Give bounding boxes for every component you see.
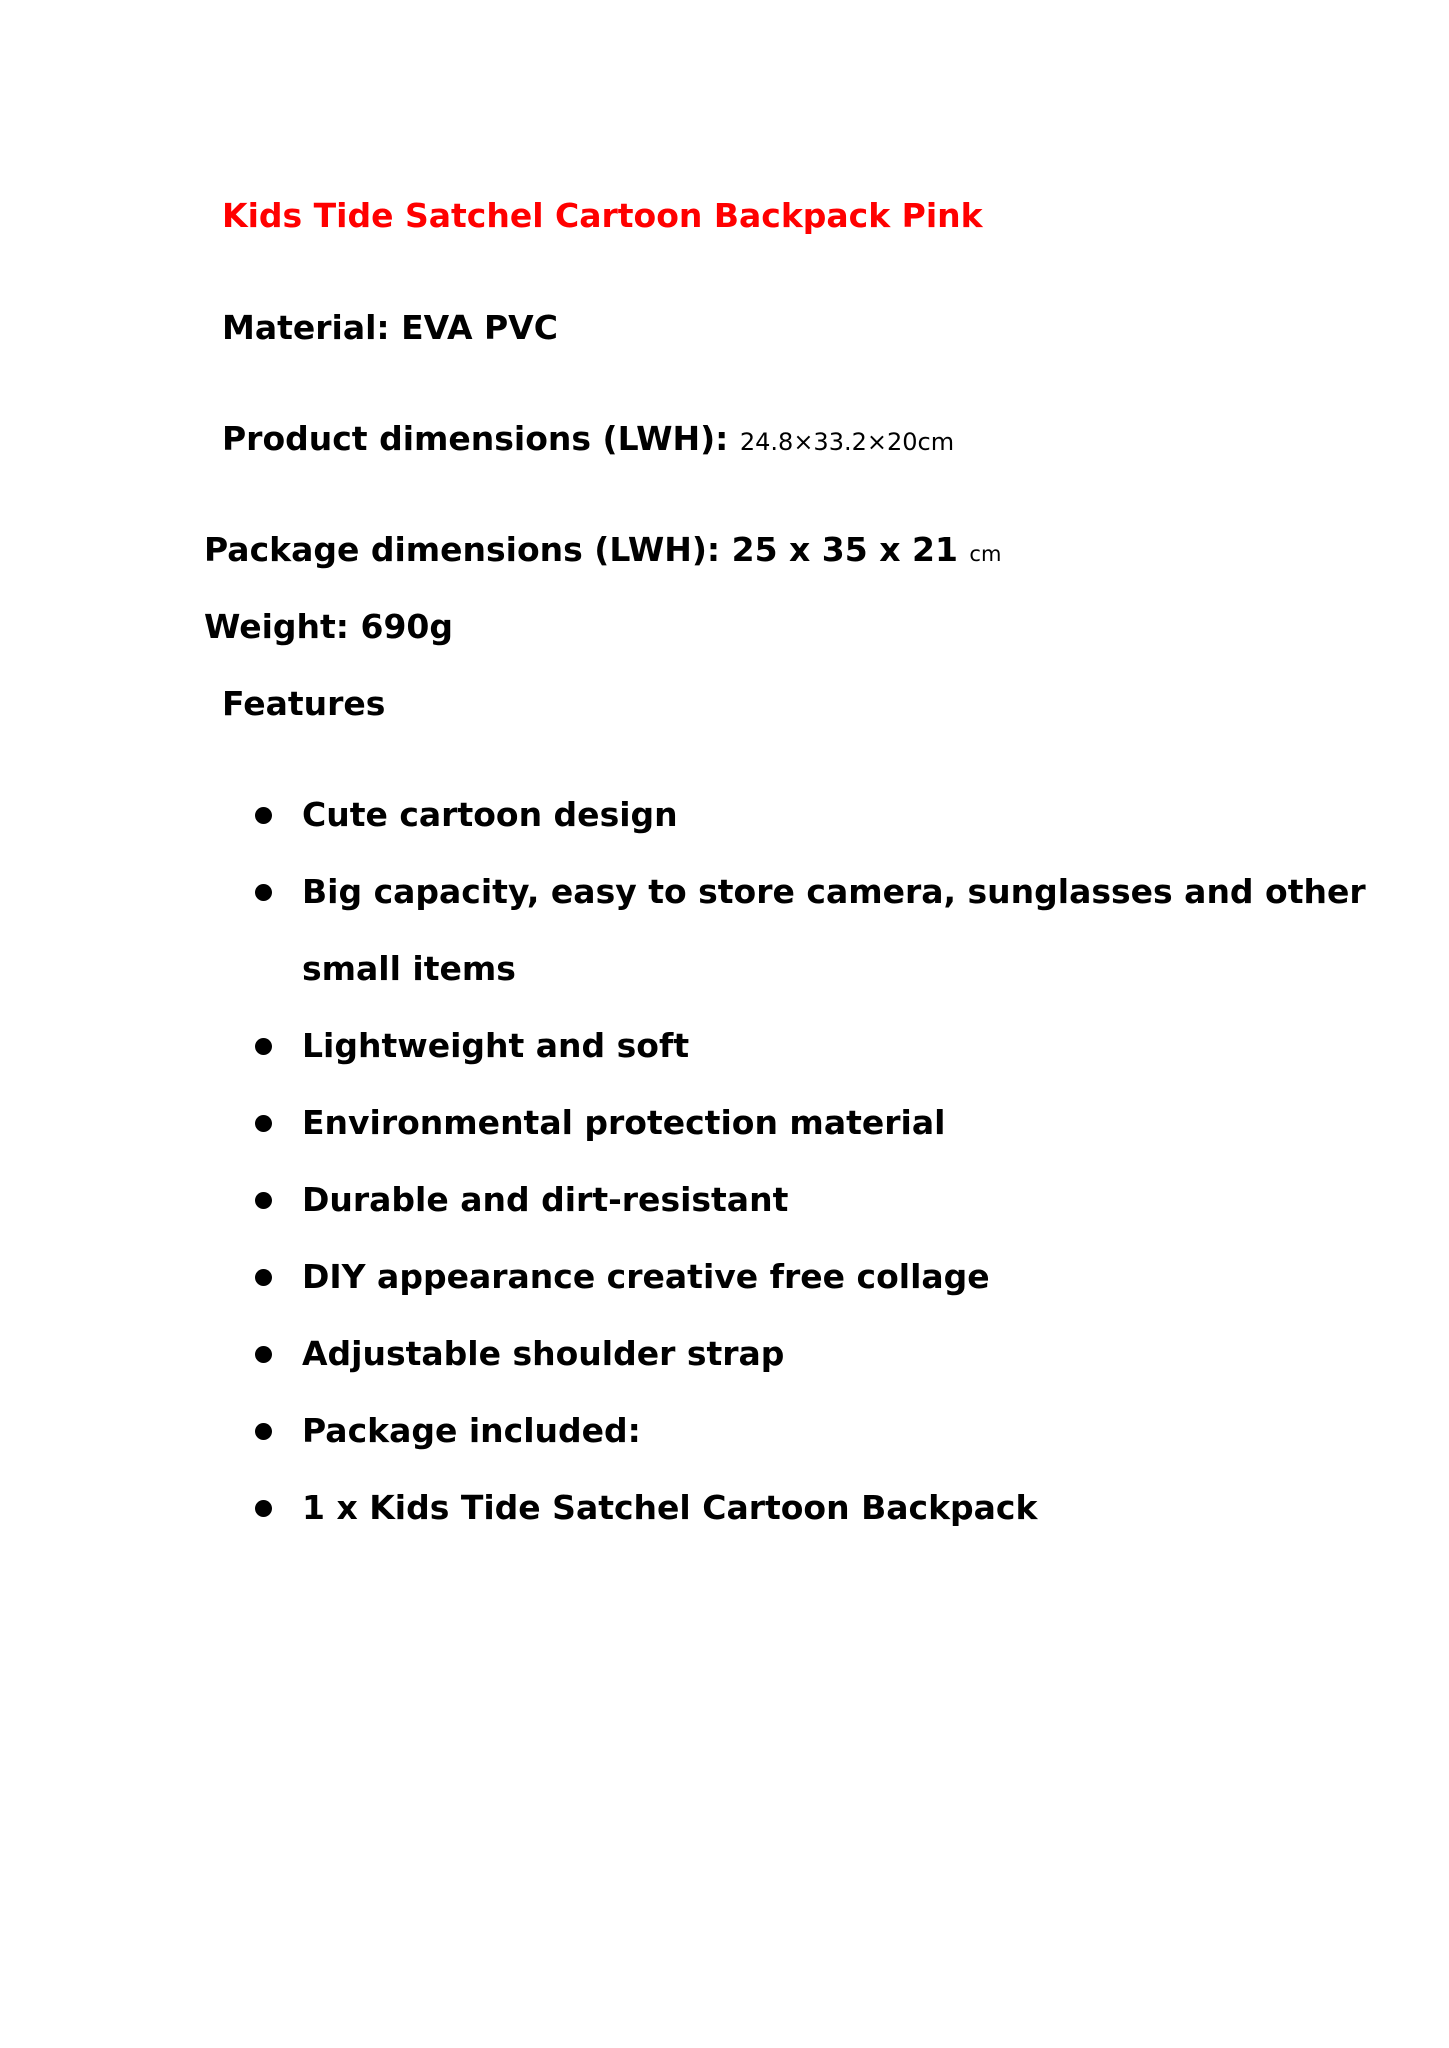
feature-text: Package included:	[302, 1411, 641, 1450]
product-dimensions-value: 24.8×33.2×20cm	[739, 428, 955, 456]
product-title: Kids Tide Satchel Cartoon Backpack Pink	[222, 196, 983, 235]
feature-text: 1 x Kids Tide Satchel Cartoon Backpack	[302, 1488, 1038, 1527]
bullet-dot-icon	[255, 1269, 272, 1286]
product-dimensions-label: Product dimensions (LWH):	[222, 419, 729, 458]
bullet-dot-icon	[255, 884, 272, 901]
bullet-dot-icon	[255, 1423, 272, 1440]
weight-line: Weight: 690g	[204, 607, 453, 646]
bullet-dot-icon	[255, 1192, 272, 1209]
feature-text: DIY appearance creative free collage	[302, 1257, 990, 1296]
features-heading: Features	[222, 684, 386, 723]
bullet-dot-icon	[255, 1346, 272, 1363]
feature-text: Big capacity, easy to store camera, sunglasses and other	[302, 872, 1366, 911]
package-dimensions-line	[204, 530, 1001, 574]
feature-text: Cute cartoon design	[302, 795, 678, 834]
feature-text: Environmental protection material	[302, 1103, 946, 1142]
material-line: Material: EVA PVC	[222, 308, 558, 347]
feature-text: Lightweight and soft	[302, 1026, 690, 1065]
package-dimensions-unit: cm	[969, 542, 1002, 566]
bullet-dot-icon	[255, 1038, 272, 1055]
feature-text-continued: small items	[302, 949, 516, 988]
feature-text: Adjustable shoulder strap	[302, 1334, 785, 1373]
bullet-dot-icon	[255, 807, 272, 824]
bullet-dot-icon	[255, 1500, 272, 1517]
package-dimensions-label: Package dimensions (LWH): 25 x 35 x 21	[204, 530, 958, 569]
bullet-dot-icon	[255, 1115, 272, 1132]
feature-text: Durable and dirt-resistant	[302, 1180, 789, 1219]
product-dimensions-line	[222, 419, 954, 462]
